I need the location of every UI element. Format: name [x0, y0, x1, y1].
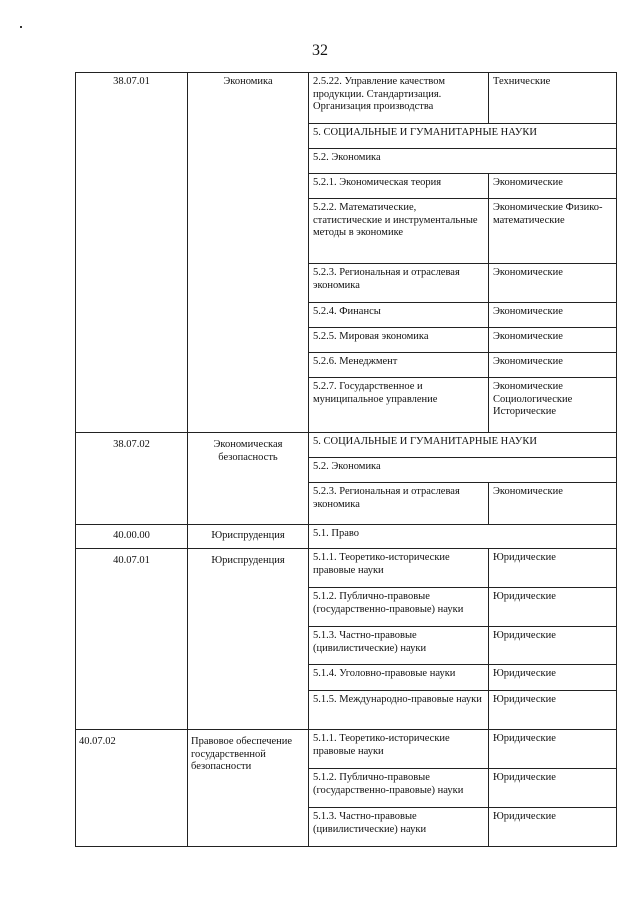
branch-cell: Юридические	[489, 691, 617, 730]
specialty-cell: 5.2.3. Региональная и отраслевая экономика	[309, 264, 489, 303]
table-row	[76, 549, 617, 588]
specialties-table	[75, 72, 617, 847]
branch-cell: Экономические Социологические Исторические	[489, 378, 617, 433]
branch-cell: Юридические	[489, 588, 617, 627]
specialty-cell: 2.5.22. Управление качеством продукции. Стандартизация. Организация производства	[309, 73, 489, 124]
program-name: Экономическая безопасность	[188, 433, 309, 525]
specialty-cell: 5.2.6. Менеджмент	[309, 353, 489, 378]
branch-cell: Экономические	[489, 483, 617, 525]
table-row	[76, 730, 617, 769]
program-code: 40.00.00	[76, 525, 188, 549]
section-header: 5. СОЦИАЛЬНЫЕ И ГУМАНИТАРНЫЕ НАУКИ	[309, 124, 617, 149]
specialty-cell: 5.1.1. Теоретико-исторические правовые науки	[309, 730, 489, 769]
program-name: Правовое обеспечение государственной безопасности	[188, 730, 309, 847]
branch-cell: Юридические	[489, 808, 617, 847]
branch-cell: Экономические Физико-математические	[489, 199, 617, 264]
specialty-cell: 5.1.3. Частно-правовые (цивилистические) науки	[309, 808, 489, 847]
scan-speck	[20, 26, 22, 28]
specialty-cell: 5.2.1. Экономическая теория	[309, 174, 489, 199]
specialty-cell: 5.2.4. Финансы	[309, 303, 489, 328]
program-name: Юриспруденция	[188, 525, 309, 549]
specialty-cell: 5.1.5. Международно-правовые науки	[309, 691, 489, 730]
specialty-cell: 5.2.2. Математические, статистические и инструментальные методы в экономике	[309, 199, 489, 264]
program-code: 40.07.02	[76, 730, 188, 847]
branch-cell: Экономические	[489, 264, 617, 303]
branch-cell: Экономические	[489, 174, 617, 199]
section-subheader: 5.2. Экономика	[309, 458, 617, 483]
branch-cell: Экономические	[489, 328, 617, 353]
program-code: 38.07.02	[76, 433, 188, 525]
program-code: 38.07.01	[76, 73, 188, 433]
branch-cell: Юридические	[489, 769, 617, 808]
branch-cell: Юридические	[489, 627, 617, 665]
section-header: 5.1. Право	[309, 525, 617, 549]
table-row	[76, 433, 617, 458]
branch-cell: Юридические	[489, 549, 617, 588]
program-code: 40.07.01	[76, 549, 188, 730]
program-name: Экономика	[188, 73, 309, 433]
table-row	[76, 525, 617, 549]
table-row	[76, 73, 617, 124]
specialty-cell: 5.1.2. Публично-правовые (государственно-правовые) науки	[309, 769, 489, 808]
page-number: 32	[312, 42, 328, 59]
section-header: 5. СОЦИАЛЬНЫЕ И ГУМАНИТАРНЫЕ НАУКИ	[309, 433, 617, 458]
branch-cell: Экономические	[489, 303, 617, 328]
specialty-cell: 5.1.2. Публично-правовые (государственно-правовые) науки	[309, 588, 489, 627]
section-subheader: 5.2. Экономика	[309, 149, 617, 174]
branch-cell: Юридические	[489, 730, 617, 769]
program-name: Юриспруденция	[188, 549, 309, 730]
specialty-cell: 5.2.5. Мировая экономика	[309, 328, 489, 353]
specialty-cell: 5.1.1. Теоретико-исторические правовые науки	[309, 549, 489, 588]
specialty-cell: 5.1.4. Уголовно-правовые науки	[309, 665, 489, 691]
branch-cell: Технические	[489, 73, 617, 124]
branch-cell: Юридические	[489, 665, 617, 691]
branch-cell: Экономические	[489, 353, 617, 378]
specialty-cell: 5.2.7. Государственное и муниципальное управление	[309, 378, 489, 433]
specialty-cell: 5.2.3. Региональная и отраслевая экономика	[309, 483, 489, 525]
specialty-cell: 5.1.3. Частно-правовые (цивилистические) науки	[309, 627, 489, 665]
